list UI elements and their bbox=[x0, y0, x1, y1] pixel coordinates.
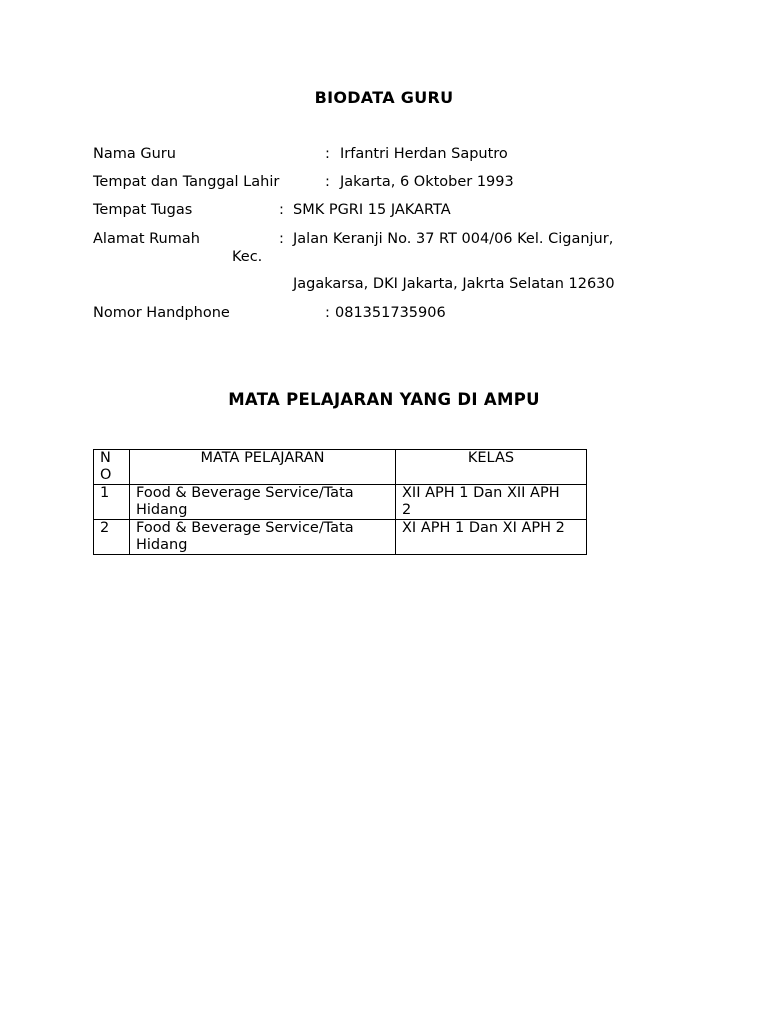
cell-no: 1 bbox=[94, 485, 130, 520]
field-value-ttl: Jakarta, 6 Oktober 1993 bbox=[340, 174, 514, 190]
field-label-ttl: Tempat dan Tanggal Lahir bbox=[93, 174, 280, 190]
table-row bbox=[94, 520, 587, 555]
cell-kelas bbox=[396, 485, 587, 520]
field-sep-ttl: : bbox=[325, 174, 330, 190]
field-label-alamat: Alamat Rumah bbox=[93, 231, 200, 247]
table-row bbox=[94, 485, 587, 520]
field-value-nama-guru: Irfantri Herdan Saputro bbox=[340, 146, 508, 162]
header-no-line: N bbox=[100, 450, 111, 466]
field-value-alamat-wrap: Kec. bbox=[232, 249, 263, 265]
field-sep-alamat: : bbox=[279, 231, 284, 247]
cell-line: XII APH 1 Dan XII APH bbox=[402, 485, 560, 501]
header-no bbox=[94, 450, 130, 485]
header-mata-pelajaran: MATA PELAJARAN bbox=[130, 450, 396, 485]
header-no-line: O bbox=[100, 467, 112, 483]
field-value-nomor-hp: 081351735906 bbox=[335, 305, 446, 321]
field-value-alamat-line2: Jagakarsa, DKI Jakarta, Jakrta Selatan 12630 bbox=[293, 276, 615, 292]
cell-line: Food & Beverage Service/Tata bbox=[136, 520, 354, 536]
cell-line: XI APH 1 Dan XI APH 2 bbox=[402, 520, 565, 536]
page-title: BIODATA GURU bbox=[314, 88, 454, 107]
cell-line: Hidang bbox=[136, 502, 188, 518]
section-title: MATA PELAJARAN YANG DI AMPU bbox=[228, 390, 540, 409]
cell-kelas bbox=[396, 520, 587, 555]
field-value-alamat: Jalan Keranji No. 37 RT 004/06 Kel. Ciganjur, bbox=[293, 231, 614, 247]
field-sep-nomor-hp: : bbox=[325, 305, 330, 321]
field-sep-nama-guru: : bbox=[325, 146, 330, 162]
field-label-nomor-hp: Nomor Handphone bbox=[93, 305, 230, 321]
cell-no: 2 bbox=[94, 520, 130, 555]
cell-mata-pelajaran bbox=[130, 485, 396, 520]
field-value-tempat-tugas: SMK PGRI 15 JAKARTA bbox=[293, 202, 451, 218]
cell-line: Food & Beverage Service/Tata bbox=[136, 485, 354, 501]
field-label-nama-guru: Nama Guru bbox=[93, 146, 176, 162]
subjects-table bbox=[93, 449, 587, 555]
field-label-tempat-tugas: Tempat Tugas bbox=[93, 202, 193, 218]
header-kelas: KELAS bbox=[396, 450, 587, 485]
cell-mata-pelajaran bbox=[130, 520, 396, 555]
cell-line: 2 bbox=[402, 502, 412, 518]
table-header-row bbox=[94, 450, 587, 485]
cell-line: Hidang bbox=[136, 537, 188, 553]
field-sep-tempat-tugas: : bbox=[279, 202, 284, 218]
